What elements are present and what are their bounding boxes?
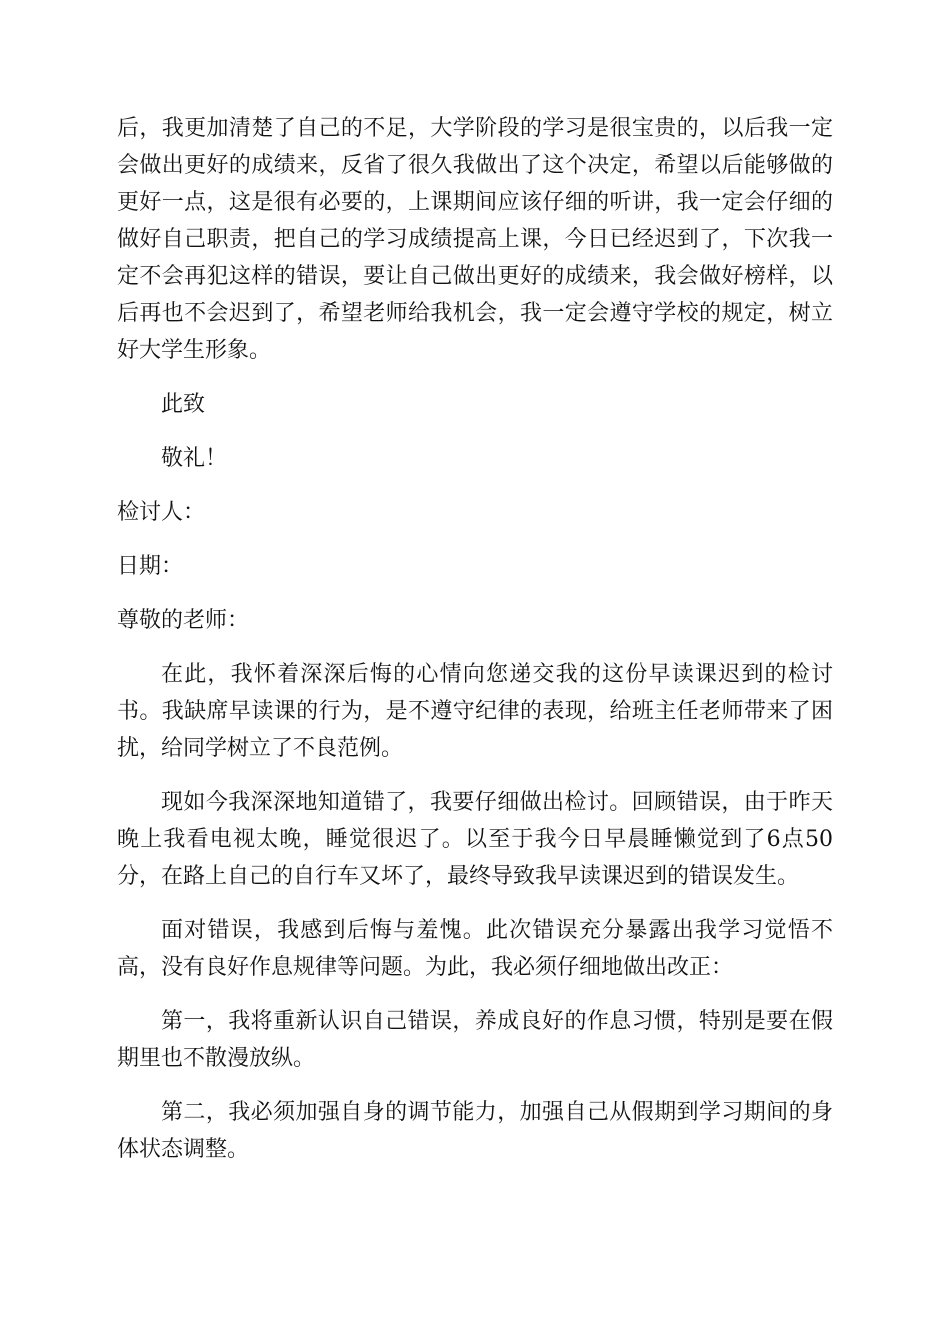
body-paragraph: 第一，我将重新认识自己错误，养成良好的作息习惯，特别是要在假期里也不散漫放纵。: [117, 1009, 833, 1071]
signer-label: 检讨人：: [117, 500, 206, 525]
closing-salutation: 此致: [161, 392, 206, 417]
document-page: [117, 110, 833, 1185]
body-paragraph-continuation: 后，我更加清楚了自己的不足，大学阶段的学习是很宝贵的，以后我一定会做出更好的成绩来，反省了很久我做出了这个决定，希望以后能够做的更好一点，这是很有必要的，上课期间应该仔细的听讲，我一定会仔细的做好自己职责，把自己的学习成绩提高上课，今日已经迟到了，下次我一定不会再犯这样的错误，要让自己做出更好的成绩来，我会做好榜样，以后再也不会迟到了，希望老师给我机会，我一定会遵守学校的规定，树立好大学生形象。: [117, 116, 833, 363]
body-paragraph: 在此，我怀着深深后悔的心情向您递交我的这份早读课迟到的检讨书。我缺席早读课的行为，是不遵守纪律的表现，给班主任老师带来了困扰，给同学树立了不良范例。: [117, 662, 833, 761]
closing-regards: 敬礼！: [161, 446, 228, 471]
body-paragraph: 现如今我深深地知道错了，我要仔细做出检讨。回顾错误，由于昨天晚上我看电视太晚，睡觉很迟了。以至于我今日早晨睡懒觉到了6点50分，在路上自己的自行车又坏了，最终导致我早读课迟到的错误发生。: [117, 790, 833, 889]
date-label: 日期：: [117, 554, 184, 579]
greeting: 尊敬的老师：: [117, 608, 250, 633]
body-paragraph: 面对错误，我感到后悔与羞愧。此次错误充分暴露出我学习觉悟不高，没有良好作息规律等问题。为此，我必须仔细地做出改正：: [117, 918, 833, 980]
body-paragraph: 第二，我必须加强自身的调节能力，加强自己从假期到学习期间的身体状态调整。: [117, 1100, 833, 1162]
